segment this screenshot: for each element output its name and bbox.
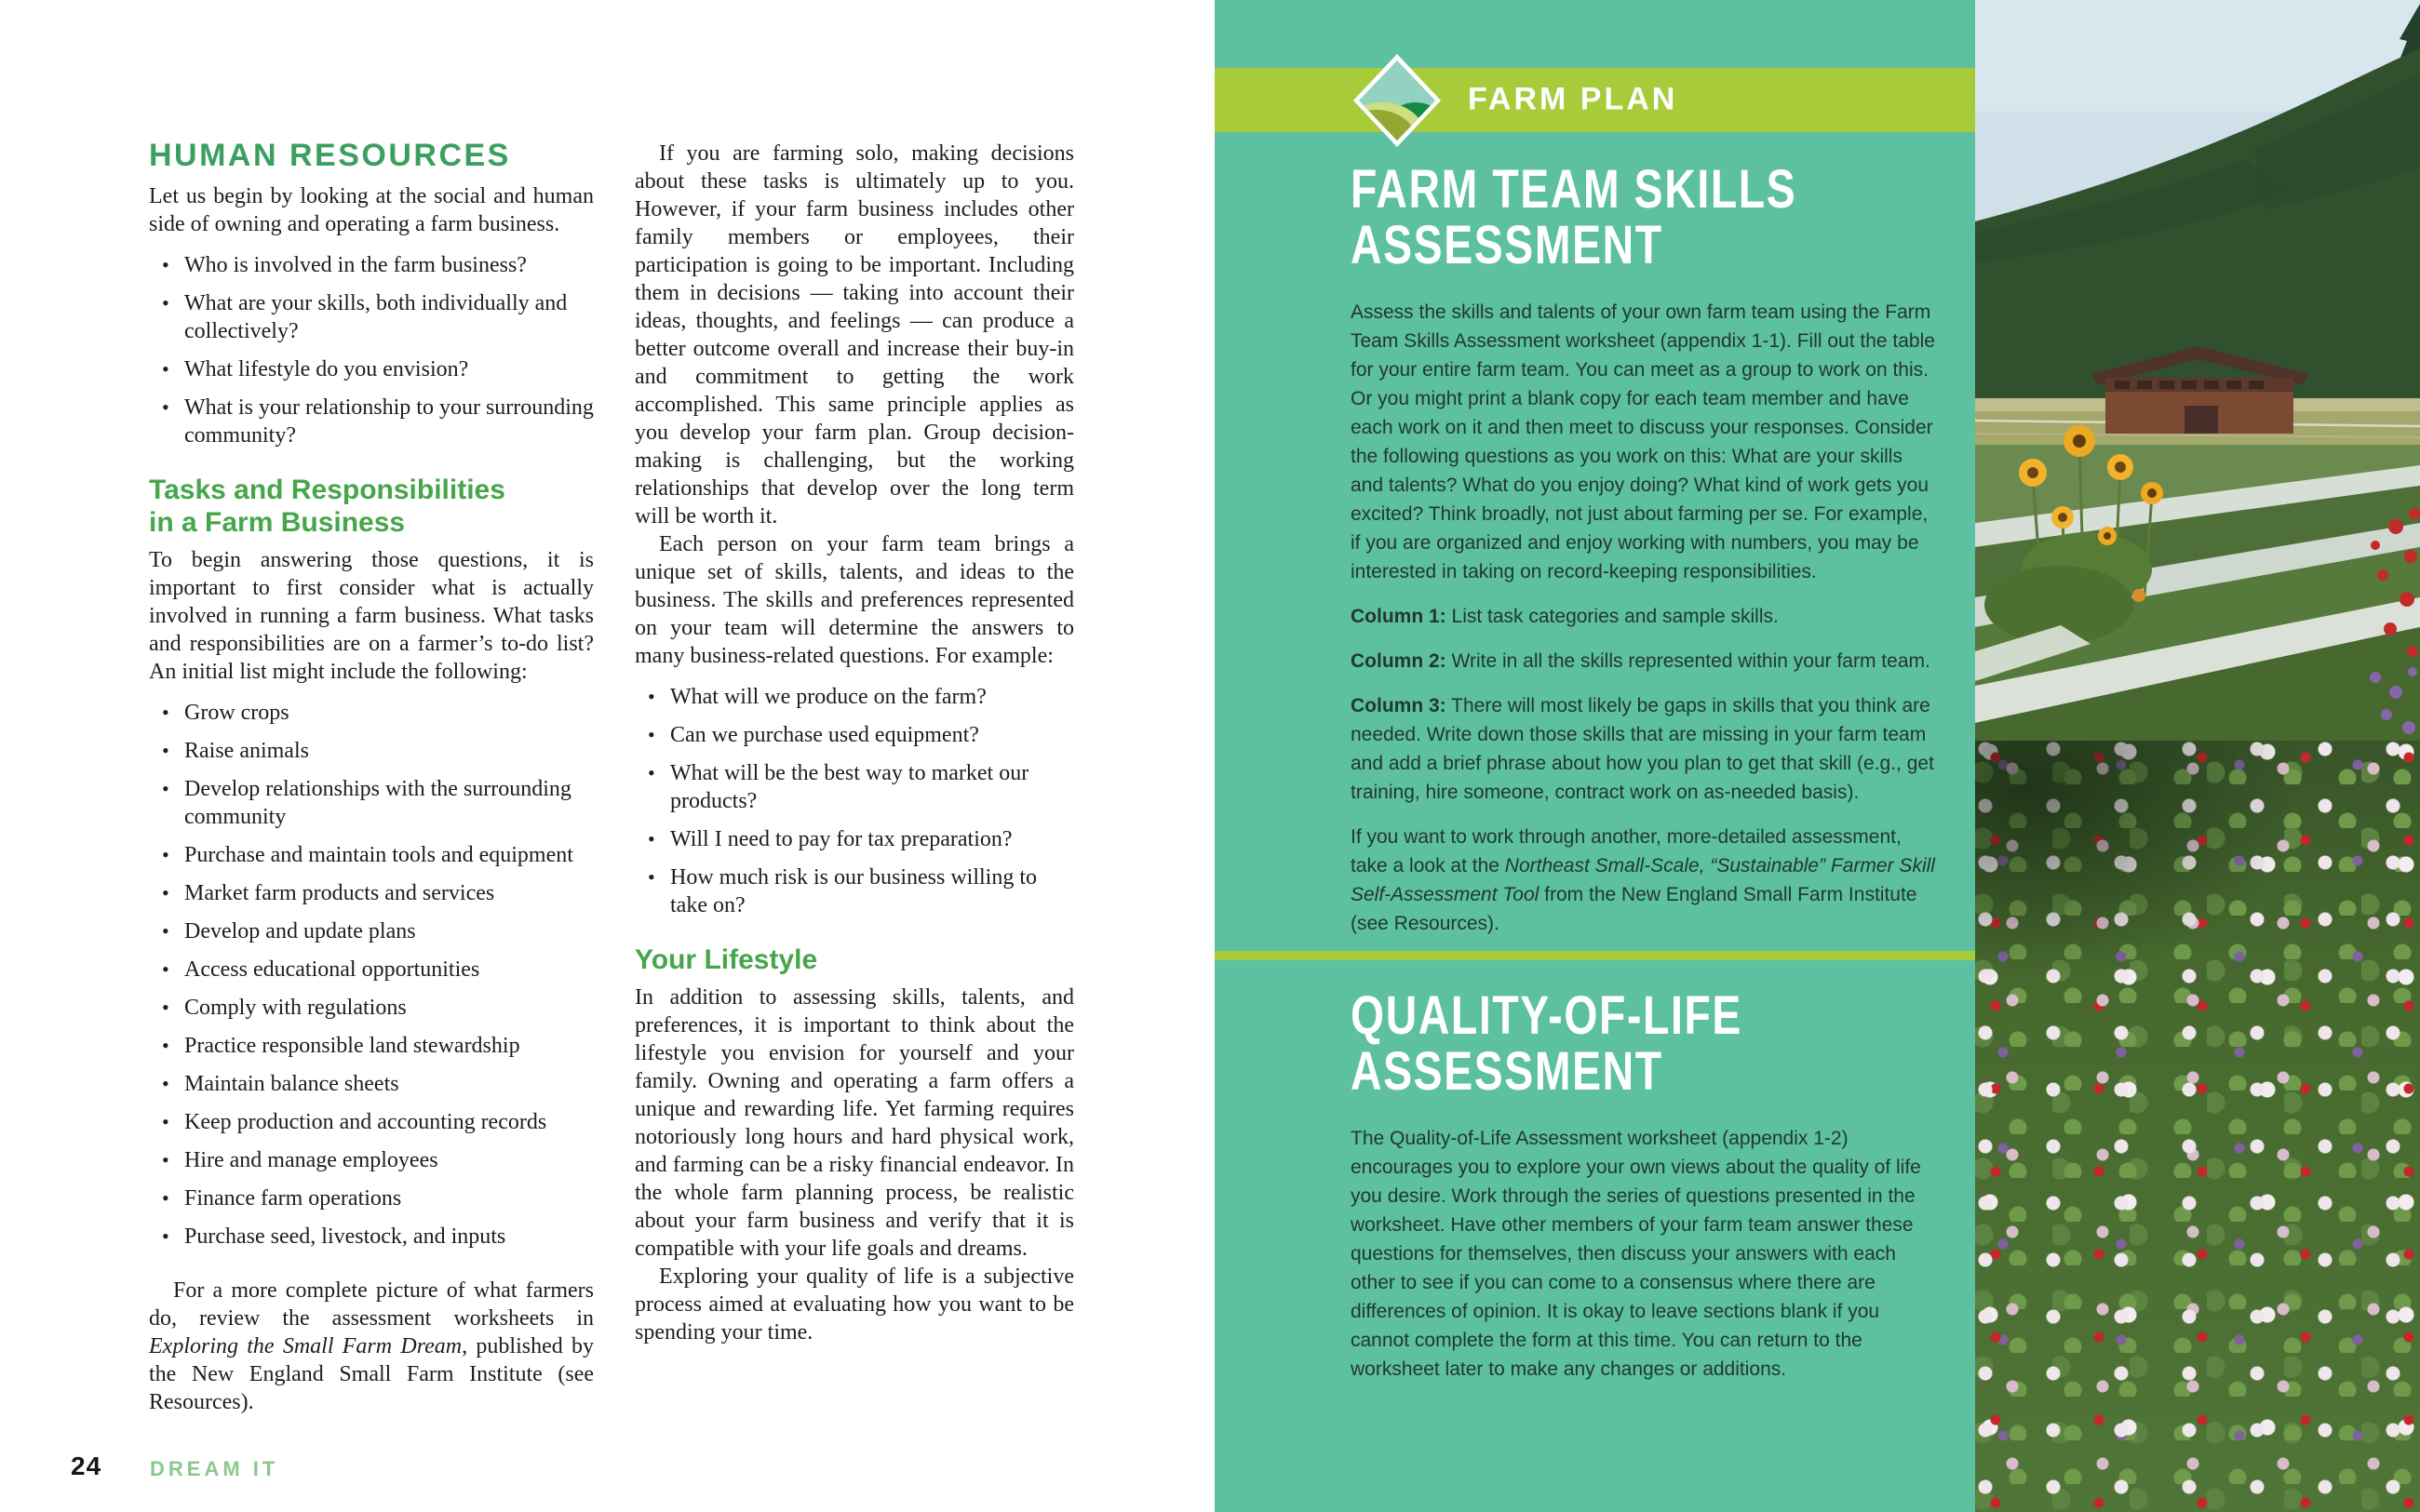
list-item: • Purchase seed, livestock, and inputs (149, 1223, 594, 1251)
body-paragraph: To begin answering those questions, it is important to first consider what is actually involved in running a farm business. What tasks and responsibilities are on a farmer’s to-do list? An initial list might include the following: (149, 548, 594, 684)
farm-photo (1975, 0, 2420, 1512)
body-paragraph: If you are farming solo, making decisions about these tasks is ultimately up to you. However, if your farm business includes other family members or employees, their participation is going to be important. Including them in decisions — taking into account their ideas, thoughts, and feelings — can produce a better outcome overall and increase their buy-in and commitment to getting the work accomplished. This same principle applies as you develop your farm plan. Group decision-making is challenging, but the working relationships that develop over the long term will be worth it. (635, 141, 1074, 529)
list-item: • Will I need to pay for tax preparation? (635, 825, 1074, 853)
body-paragraph: Each person on your farm team brings a unique set of skills, talents, and ideas to the business. The skills and preferences represented on your team will determine the answers to many business-related questions. For example: (635, 532, 1074, 668)
page-number: 24 (71, 1452, 102, 1480)
left-column (149, 138, 594, 1416)
farm-plan-panel (1215, 0, 1975, 1512)
list-item: • Who is involved in the farm business? (149, 251, 594, 279)
list-item: • Practice responsible land stewardship (149, 1032, 594, 1060)
running-footer-section: DREAM IT (150, 1457, 279, 1480)
list-item: • What will we produce on the farm? (635, 683, 1074, 711)
section-outro: If you want to work through another, more-detailed assessment, take a look at the Northeast Small-Scale, “Sustainable” Farmer Skill Self-Assessment Tool from the New England Small Farm Institute (see Resources). (1351, 826, 1935, 934)
list-item: • Develop relationships with the surrounding community (149, 775, 594, 831)
farm-plan-diamond-icon (1351, 54, 1444, 147)
book-title: Exploring the Small Farm Dream (149, 1334, 463, 1358)
skills-assessment-title: FARM TEAM SKILLS ASSESSMENT (1351, 159, 1797, 275)
closing-paragraph: For a more complete picture of what farmers do, review the assessment worksheets in Exploring the Small Farm Dream, published by the New England Small Farm Institute (see Resources). (149, 1278, 594, 1414)
list-item: • Finance farm operations (149, 1184, 594, 1212)
page-title: HUMAN RESOURCES (149, 138, 511, 173)
task-list (149, 699, 594, 1251)
subheading-lifestyle: Your Lifestyle (635, 944, 818, 975)
list-item: • Develop and update plans (149, 917, 594, 945)
section-intro: Assess the skills and talents of your own farm team using the Farm Team Skills Assessment worksheet (appendix 1-1). Fill out the table for your entire farm team. You can meet as a group to work on this. Or you might print a blank copy for each team member and have each work on it and then meet to discuss your responses. Consider the following questions as you work on this: What are your skills and talents? What do you enjoy doing? What kind of work gets you excited? Think broadly, not just about farming per se. For example, if you are organized and enjoy working with numbers, you may be interested in taking on record-keeping responsibilities. (1351, 301, 1935, 582)
column-instruction: Column 3: There will most likely be gaps in skills that you think are needed. Write down those skills that are missing in your farm team and add a brief phrase about how you plan to get that skill (e.g., get training, hire someone, contract work on as-needed basis). (1351, 695, 1934, 803)
example-question-list (635, 683, 1074, 919)
middle-column (635, 140, 1074, 1346)
list-item: • Keep production and accounting records (149, 1108, 594, 1136)
flower-field (1975, 741, 2420, 1512)
list-item: • Maintain balance sheets (149, 1070, 594, 1098)
section-body: The Quality-of-Life Assessment worksheet (appendix 1-2) encourages you to explore your own views about the quality of life you desire. Work through the series of questions presented in the worksheet. Have other members of your farm team answer these questions for themselves, then discuss your answers with each other to see if you can come to a consensus where there are differences of opinion. It is okay to leave sections blank if you cannot complete the form at this time. You can return to the worksheet later to make any changes or additions. (1351, 1128, 1921, 1380)
list-item: • What are your skills, both individually and collectively? (149, 289, 594, 345)
list-item: • Grow crops (149, 699, 594, 727)
list-item: • What is your relationship to your surrounding community? (149, 394, 594, 449)
quality-of-life-section (1215, 960, 1975, 1384)
body-paragraph: Exploring your quality of life is a subjective process aimed at evaluating how you want to be spending your time. (635, 1264, 1074, 1345)
intro-paragraph: Let us begin by looking at the social and human side of owning and operating a farm business. (149, 184, 594, 236)
subheading-tasks: Tasks and Responsibilities in a Farm Business (149, 475, 505, 538)
list-item: • Raise animals (149, 737, 594, 765)
list-item: • Hire and manage employees (149, 1146, 594, 1174)
farm-plan-band (1215, 68, 1975, 132)
list-item: • Can we purchase used equipment? (635, 721, 1074, 749)
list-item: • How much risk is our business willing to take on? (635, 863, 1074, 919)
body-paragraph: In addition to assessing skills, talents, and preferences, it is important to think about the lifestyle you envision for yourself and your family. Owning and operating a farm offers a unique and rewarding life. Yet farming requires notoriously long hours and hard physical work, and farming can be a risky financial endeavor. In the whole farm planning process, be realistic about your farm business and verify that it is compatible with your life goals and dreams. (635, 985, 1074, 1261)
column-instruction: Column 1: List task categories and sample skills. (1351, 606, 1779, 627)
column-label: Column 2: (1351, 650, 1446, 672)
list-item: • What will be the best way to market our products? (635, 759, 1074, 815)
column-instruction: Column 2: Write in all the skills represented within your farm team. (1351, 650, 1930, 672)
question-list (149, 251, 594, 449)
list-item: • Access educational opportunities (149, 956, 594, 983)
list-item: • Market farm products and services (149, 879, 594, 907)
list-item: • What lifestyle do you envision? (149, 355, 594, 383)
column-label: Column 3: (1351, 695, 1446, 716)
section-divider (1215, 951, 1975, 960)
quality-of-life-title: QUALITY-OF-LIFE ASSESSMENT (1351, 985, 1742, 1102)
list-item: • Purchase and maintain tools and equipment (149, 841, 594, 869)
farm-plan-label: FARM PLAN (1468, 81, 1678, 117)
list-item: • Comply with regulations (149, 994, 594, 1022)
tool-title: Northeast Small-Scale, “Sustainable” Farmer Skill Self-Assessment Tool (1351, 855, 1935, 905)
column-label: Column 1: (1351, 606, 1446, 627)
farm-photo-landscape (1975, 0, 2420, 744)
skills-assessment-section (1215, 132, 1975, 938)
